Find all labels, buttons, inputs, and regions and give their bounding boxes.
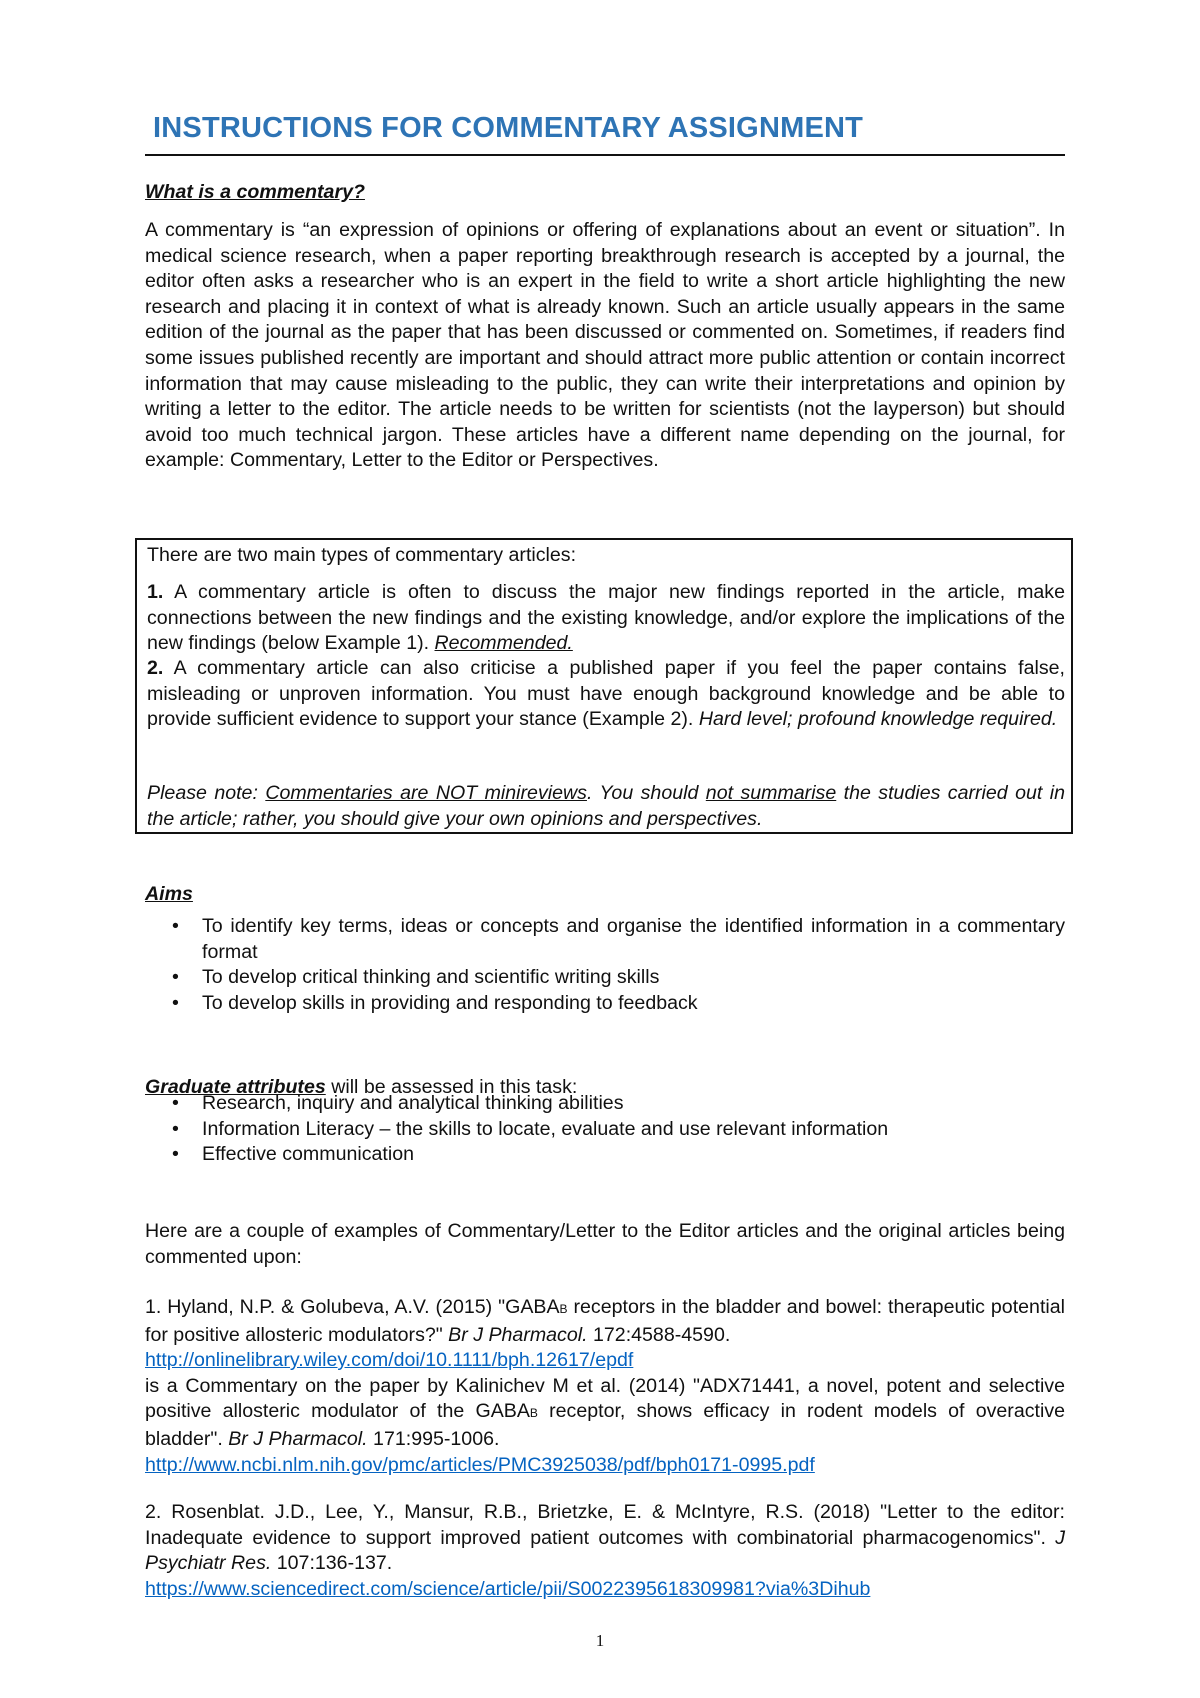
examples-intro: Here are a couple of examples of Commentary/Letter to the Editor articles and the original articles being commented upon: <box>145 1220 1065 1268</box>
type-2-text: A commentary article can also criticise a published paper if you feel the paper contains false, misleading or unproven information. You must have enough background knowledge and be able to provide sufficient evidence to support your stance (Example 2). <box>147 657 1065 731</box>
example-2-link[interactable]: https://www.sciencedirect.com/science/article/pii/S0022395618309981?via%3Dihub <box>145 1577 871 1600</box>
page-title: INSTRUCTIONS FOR COMMENTARY ASSIGNMENT <box>153 112 864 144</box>
intro-paragraph: A commentary is “an expression of opinions or offering of explanations about an event or situation”. In medical science research, when a paper reporting breakthrough research is accepted by a journal, the editor often asks a researcher who is an expert in the field to write a short article highlighting the new research and placing it in context of what is already known. Such an article usually appears in the same edition of the journal as the paper that has been discussed or commented on. Sometimes, if readers find some issues published recently are important and should attract more public attention or contain incorrect information that may cause misleading to the public, they can write their interpretations and opinion by writing a letter to the editor. The article needs to be written for scientists (not the layperson) but should avoid too much technical jargon. These articles have a different name depending on the journal, for example: Commentary, Letter to the Editor or Perspectives. <box>145 219 1065 472</box>
example-1-commentary-link[interactable]: http://onlinelibrary.wiley.com/doi/10.1111/bph.12617/epdf <box>145 1349 634 1372</box>
type-1-text: A commentary article is often to discuss the major new findings reported in the article, make connections between the new findings and the existing knowledge, and/or explore the implications of the new findings (below Example 1). <box>147 581 1065 655</box>
bullet-icon: • <box>172 1117 179 1140</box>
type-1-description <box>147 580 1065 657</box>
bullet-icon: • <box>172 915 179 937</box>
commentary-types-box <box>135 538 1073 834</box>
bullet-icon: • <box>172 991 179 1014</box>
type-1-number: 1. <box>147 581 164 603</box>
note-text-2: the studies carried out in the article; rather, you should give your own opinions and perspectives. <box>147 782 1065 830</box>
what-is-commentary-heading: What is a commentary? <box>145 181 365 203</box>
list-item: • To develop skills in providing and responding to feedback <box>145 991 1065 1017</box>
list-item: • Information Literacy – the skills to locate, evaluate and use relevant information <box>145 1117 1065 1143</box>
example-2 <box>145 1500 1065 1602</box>
bullet-icon: • <box>172 966 179 989</box>
please-note <box>147 781 1065 832</box>
graduate-attributes-heading: Graduate attributes <box>145 1075 326 1098</box>
example-1-original-link[interactable]: http://www.ncbi.nlm.nih.gov/pmc/articles/PMC3925038/pdf/bph0171-0995.pdf <box>145 1453 815 1476</box>
note-not-summarise: not summarise <box>705 782 837 804</box>
type-2-hard-level: Hard level; profound knowledge required. <box>698 708 1058 731</box>
example-1 <box>145 1295 1065 1478</box>
example-2-citation: 2. Rosenblat. J.D., Lee, Y., Mansur, R.B., Brietzke, E. & McIntyre, R.S. (2018) "Letter to the editor: Inadequate evidence to support improved patient outcomes with combinatorial pharmacogenomics". J Psychiatr Res. 107:136-137. <box>145 1501 1065 1575</box>
list-item: • Research, inquiry and analytical thinking abilities <box>145 1091 1065 1117</box>
type-2-description <box>147 656 1065 733</box>
example-1-original-citation: is a Commentary on the paper by Kalinichev M et al. (2014) "ADX71441, a novel, potent and selective positive allosteric modulator of the GABAB receptor, shows efficacy in rodent models of overactive bladder". Br J Pharmacol. 171:995-1006. <box>145 1374 1066 1450</box>
bullet-icon: • <box>172 1092 179 1114</box>
note-text-1: . You should <box>586 782 706 804</box>
graduate-attributes-list <box>145 1091 1065 1168</box>
note-label: Please note: <box>147 782 266 804</box>
aims-list <box>145 914 1065 1016</box>
example-1-citation: 1. Hyland, N.P. & Golubeva, A.V. (2015) "GABAB receptors in the bladder and bowel: therapeutic potential for positive allosteric modulators?" Br J Pharmacol. 172:4588-4590. <box>145 1296 1065 1346</box>
note-not-minireviews: Commentaries are NOT minireviews <box>265 782 587 804</box>
box-lead-text: There are two main types of commentary articles: <box>147 544 577 566</box>
list-item: • To identify key terms, ideas or concepts and organise the identified information in a commentary format <box>172 915 1065 963</box>
list-item: • Effective communication <box>145 1142 1065 1168</box>
bullet-icon: • <box>172 1143 179 1166</box>
graduate-attributes-suffix: will be assessed in this task: <box>325 1075 578 1098</box>
title-underline-rule <box>145 154 1065 156</box>
type-2-number: 2. <box>147 657 164 679</box>
page-number: 1 <box>595 1631 605 1650</box>
aims-heading: Aims <box>145 883 193 905</box>
type-1-recommended: Recommended. <box>434 632 573 655</box>
list-item: • To develop critical thinking and scientific writing skills <box>145 965 1065 991</box>
